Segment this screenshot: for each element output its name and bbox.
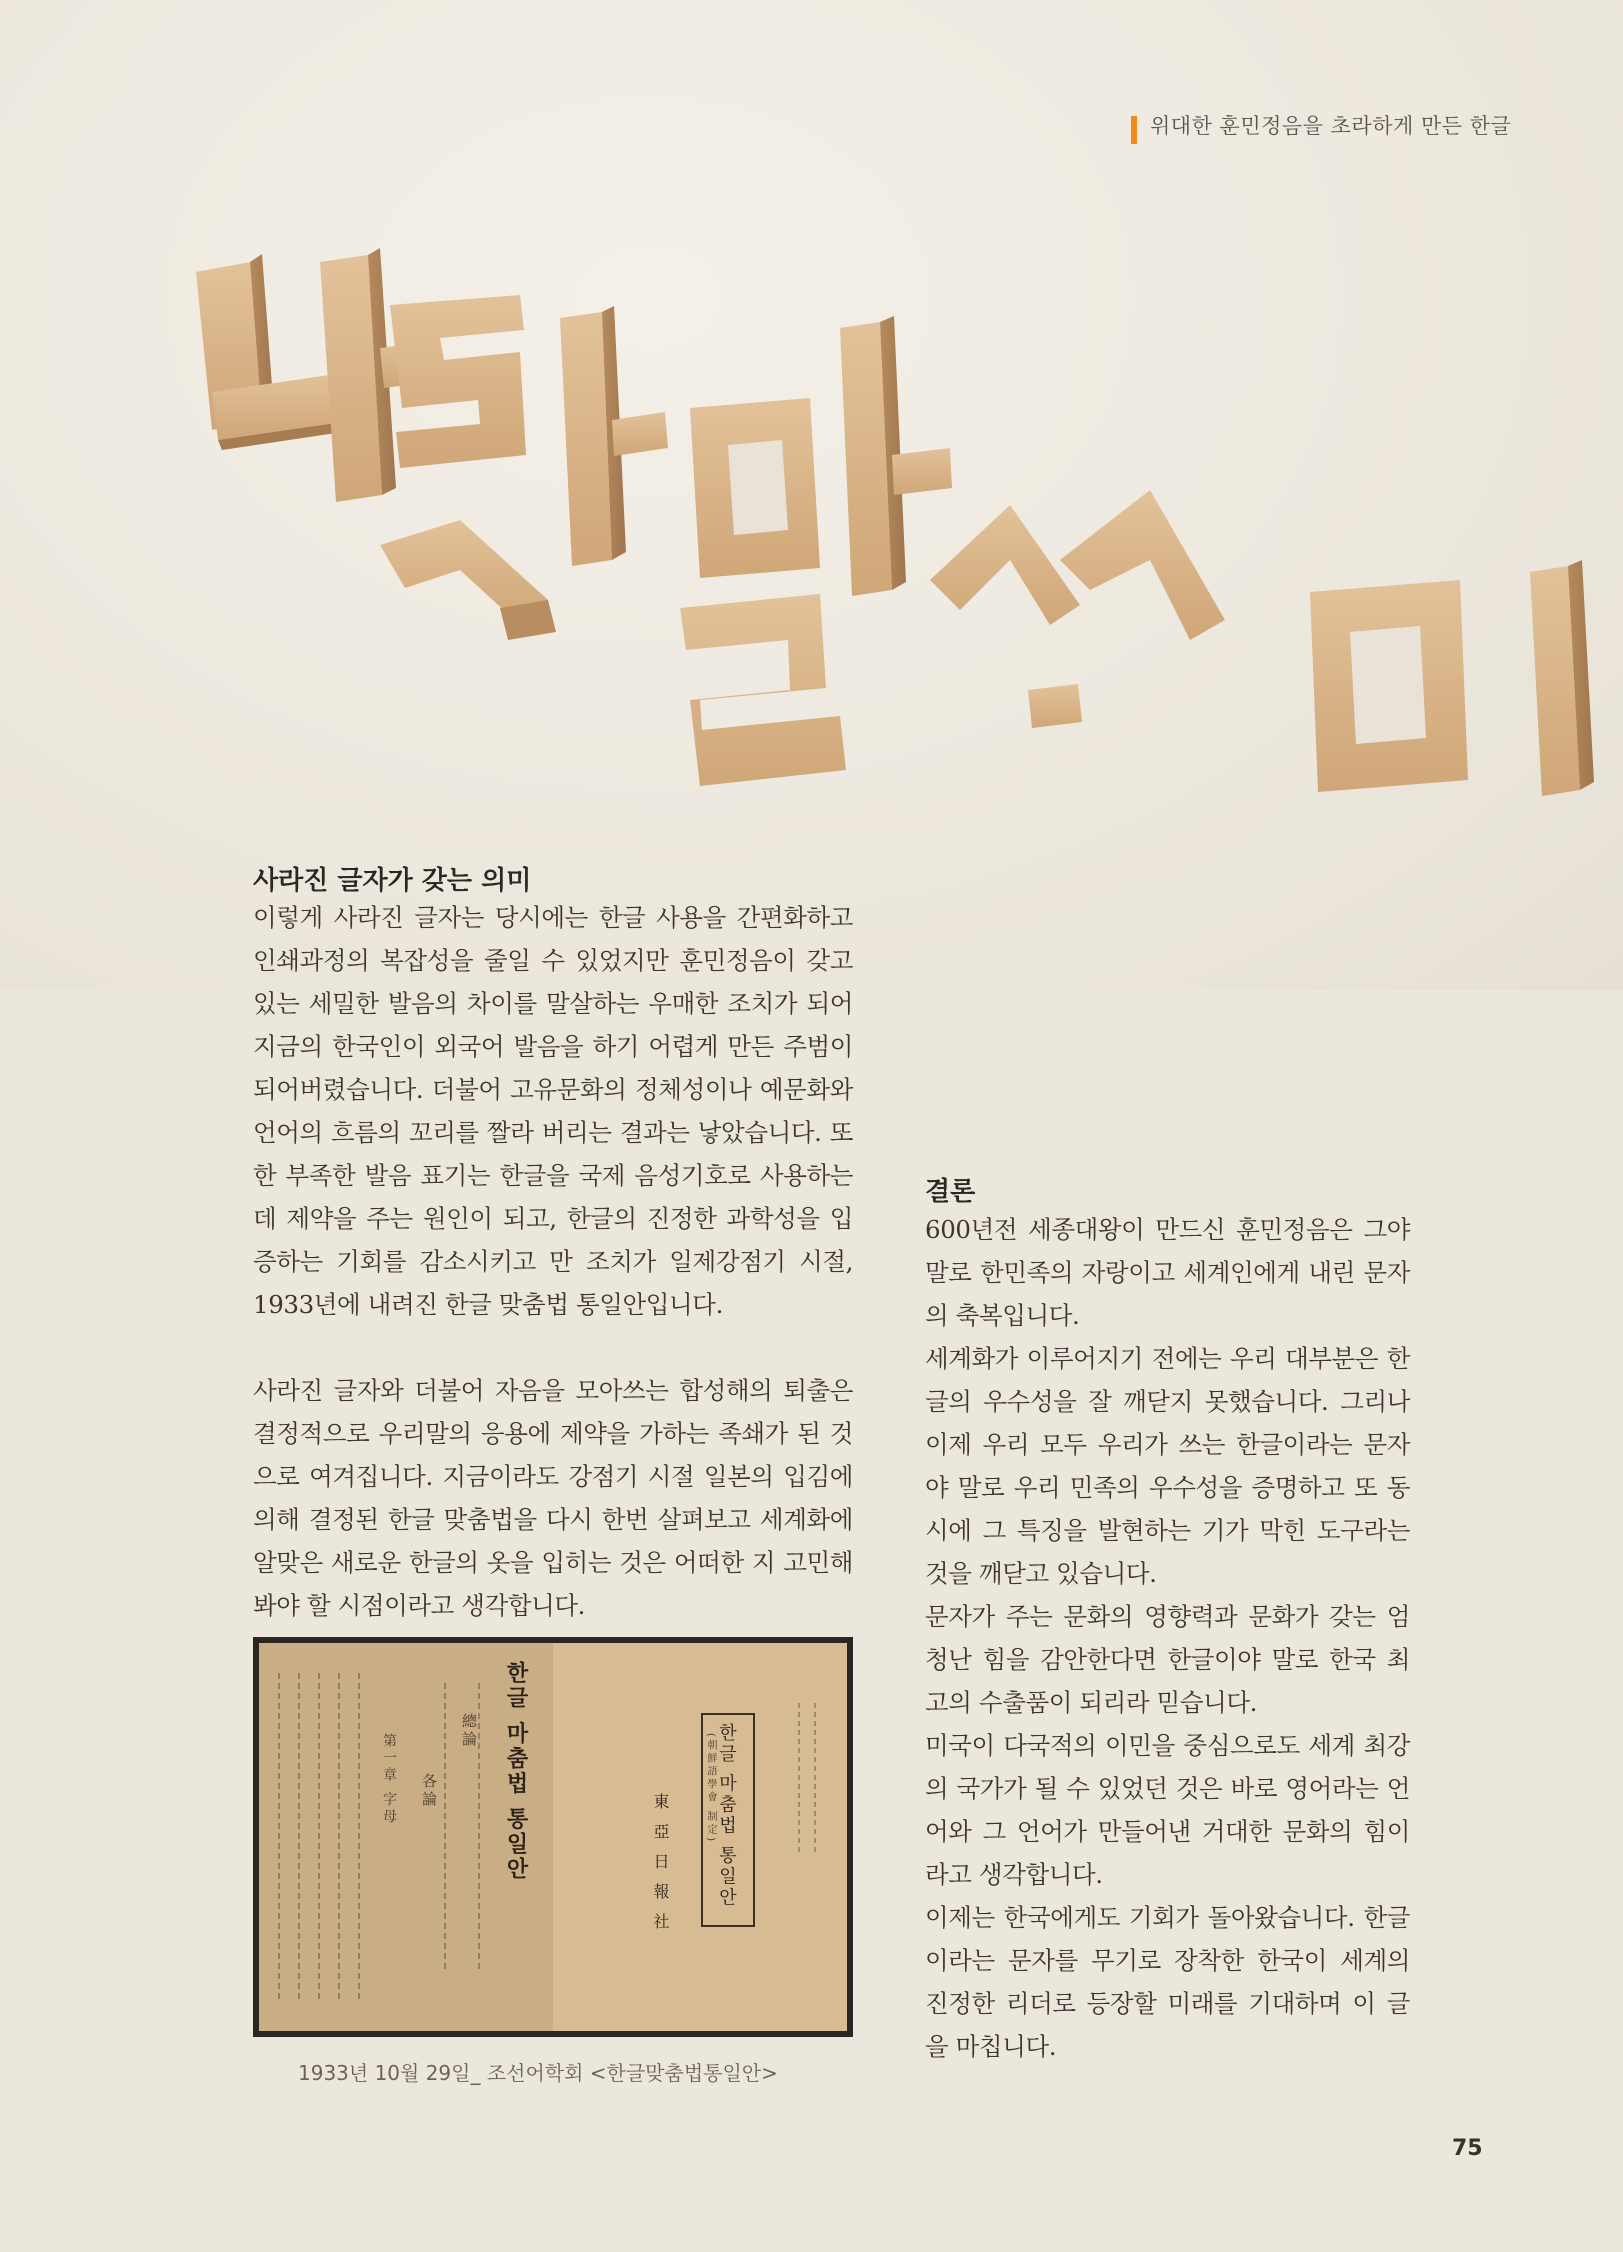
book-left-heading: 한글 마춤법 통일안 (503, 1661, 529, 1883)
left-paragraph-2: 사라진 글자와 더불어 자음을 모아쓰는 합성해의 퇴출은 결정적으로 우리말의 응용에 제약을 가하는 족쇄가 된 것으로 여겨집니다. 지금이라도 강점기 시절 일본의 입김에 의해 결정된 한글 맞춤법을 다시 한번 살펴보고 세계화에 알맞은 새로운 한글의 옷을 입히는 것은 어떠한 지 고민해봐야 할 시점이라고 생각합니다. (253, 1376, 853, 1620)
block-ssang-siot (930, 490, 1225, 728)
book-page-right (553, 1643, 847, 2031)
book-left-sub2: 各論 (420, 1773, 438, 1809)
running-title: 위대한 훈민정음을 초라하게 만든 한글 (1150, 114, 1512, 138)
right-body (925, 1208, 1410, 2068)
figure-photo (253, 1637, 853, 2037)
page-number: 75 (1452, 2136, 1483, 2161)
hero-photo (0, 0, 1623, 990)
section-title-right: 결론 (925, 1177, 976, 1207)
book-left-sub1: 總論 (460, 1713, 478, 1749)
left-body (253, 896, 853, 1627)
book-title: 한글 마춤법 통일안 (716, 1723, 737, 1909)
left-paragraph-1: 이렇게 사라진 글자는 당시에는 한글 사용을 간편화하고 인쇄과정의 복잡성을 줄일 수 있었지만 훈민정음이 갖고 있는 세밀한 발음의 차이를 말살하는 우매한 조치가 되어 지금의 한국인이 외국어 발음을 하기 어렵게 만든 주범이 되어버렸습니다. 더불어 고유문화의 정체성이나 예문화와 언어의 흐름의 꼬리를 짤라 버리는 결과는 낳았습니다. 또한 부족한 발음 표기는 한글을 국제 음성기호로 사용하는데 제약을 주는 원인이 되고, 한글의 진정한 과학성을 입증하는 기회를 감소시키고 만 조치가 일제강점기 시절, 1933년에 내려진 한글 맞춤법 통일안입니다. (253, 903, 853, 1319)
book-page-left (259, 1643, 553, 2031)
wooden-letters-illustration (0, 0, 1623, 990)
right-paragraph-1: 600년전 세종대왕이 만드신 훈민정음은 그야말로 한민족의 자랑이고 세계인에게 내린 문자의 축복입니다. (925, 1215, 1410, 1330)
right-paragraph-5: 이제는 한국에게도 기회가 돌아왔습니다. 한글이라는 문자를 무기로 장착한 한국이 세계의 진정한 리더로 등장할 미래를 기대하며 이 글을 마칩니다. (925, 1903, 1410, 2061)
block-mi (1310, 560, 1594, 796)
header-accent-bar (1131, 116, 1137, 144)
book-publisher: 東亞日報社 (651, 1793, 670, 1943)
block-rat (380, 295, 668, 640)
block-mal (680, 316, 952, 786)
right-paragraph-3: 문자가 주는 문화의 영향력과 문화가 갖는 엄청난 힘을 감안한다면 한글이야 말로 한국 최고의 수출품이 되리라 믿습니다. (925, 1602, 1410, 1717)
book-text-lines (259, 1643, 555, 2033)
figure-caption: 1933년 10월 29일_ 조선어학회 <한글맞춤법통일안> (298, 2061, 778, 2085)
book-subtitle: (朝鮮語學會 制定) (705, 1733, 716, 1844)
right-paragraph-4: 미국이 다국적의 이민을 중심으로도 세계 최강의 국가가 될 수 있었던 것은 바로 영어라는 언어와 그 언어가 만들어낸 거대한 문화의 힘이라고 생각합니다. (925, 1731, 1410, 1889)
book-left-sub3: 第一章 字母 (381, 1733, 397, 1826)
section-title-left: 사라진 글자가 갖는 의미 (253, 866, 532, 896)
right-paragraph-2: 세계화가 이루어지기 전에는 우리 대부분은 한글의 우수성을 잘 깨닫지 못했습니다. 그리나 이제 우리 모두 우리가 쓰는 한글이라는 문자야 말로 우리 민족의 우수성을 증명하고 또 동시에 그 특징을 발현하는 기가 막힌 도구라는 것을 깨닫고 있습니다. (925, 1344, 1410, 1588)
